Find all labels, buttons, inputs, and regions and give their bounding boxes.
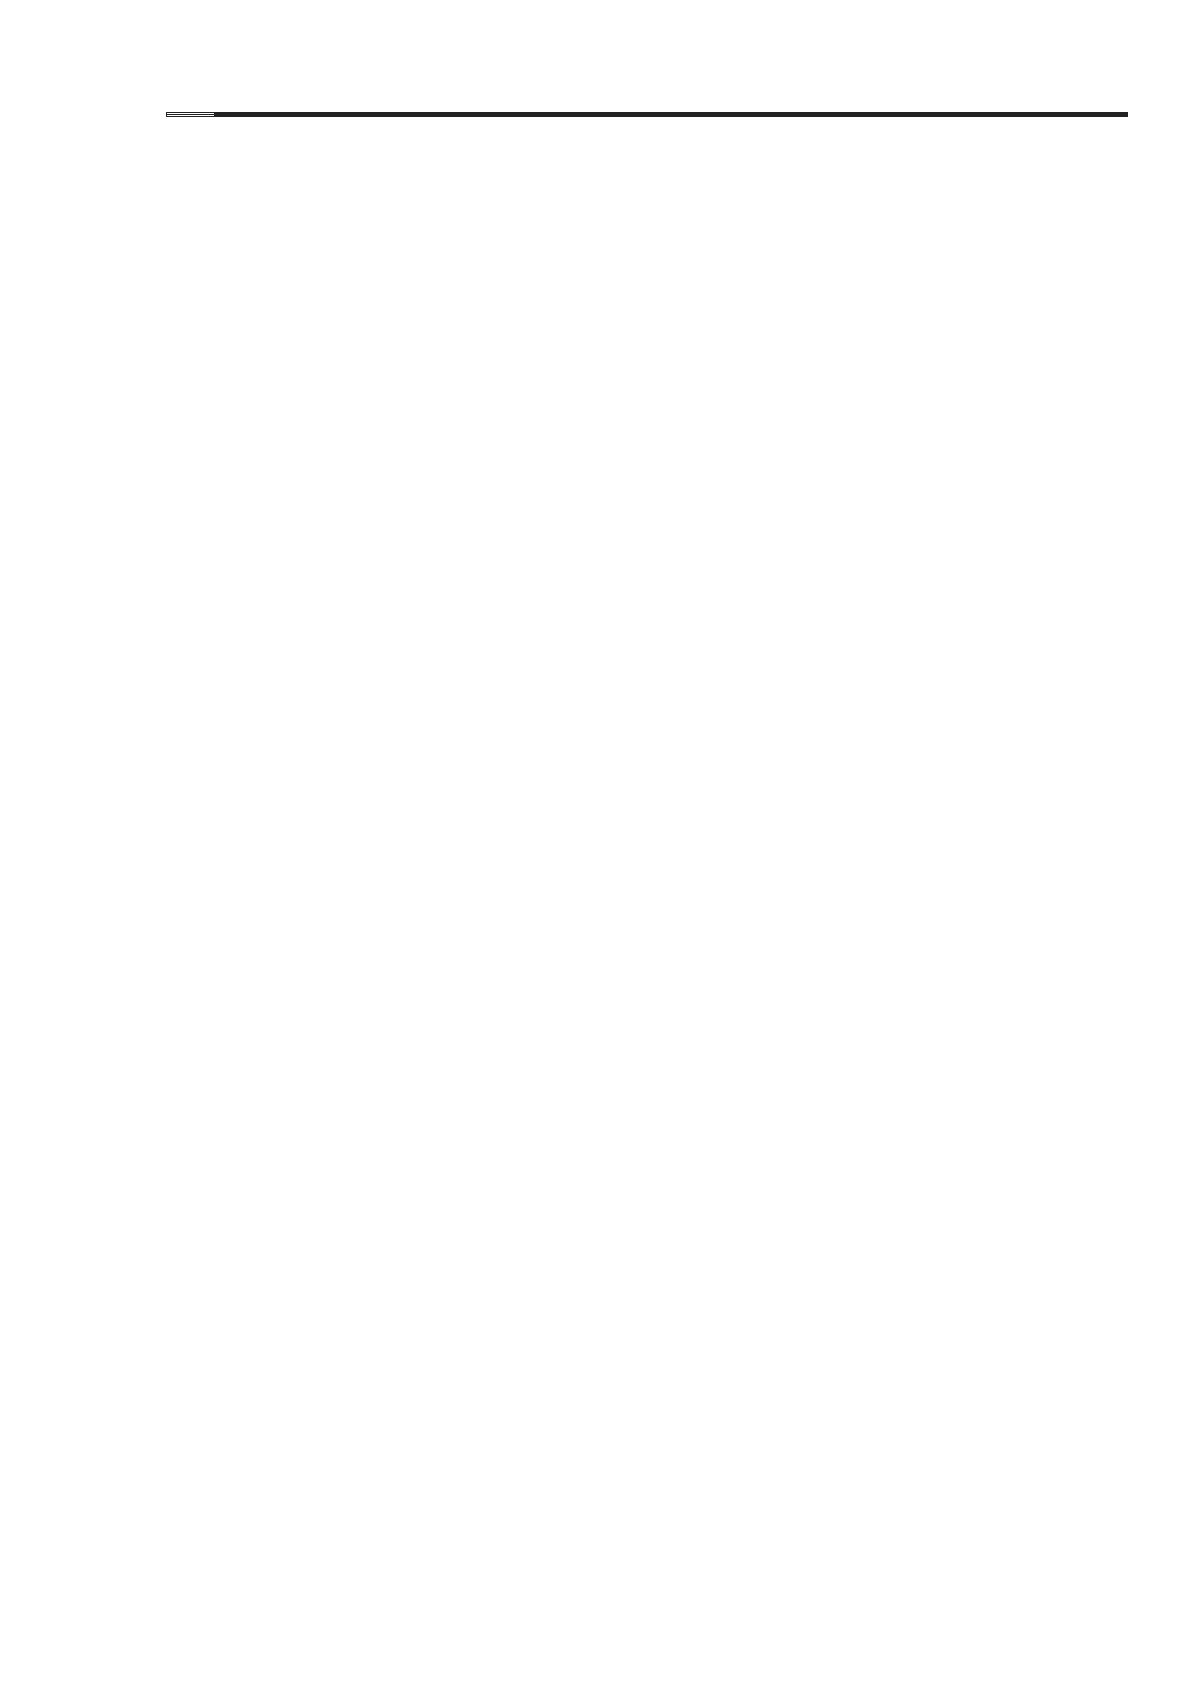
value-cell xyxy=(470,116,536,117)
value-cell xyxy=(799,116,865,117)
value-cell xyxy=(404,116,470,117)
value-cell xyxy=(930,116,996,117)
value-cell xyxy=(602,116,668,117)
table-row xyxy=(167,116,1128,117)
value-cell xyxy=(667,116,733,117)
value-cell xyxy=(536,116,602,117)
value-cell xyxy=(733,116,799,117)
value-cell xyxy=(996,116,1062,117)
indicators-table xyxy=(166,112,1128,117)
value-cell xyxy=(339,116,405,117)
row-number xyxy=(167,115,215,117)
value-cell xyxy=(1062,116,1128,117)
value-cell xyxy=(215,116,339,117)
value-cell xyxy=(865,116,931,117)
